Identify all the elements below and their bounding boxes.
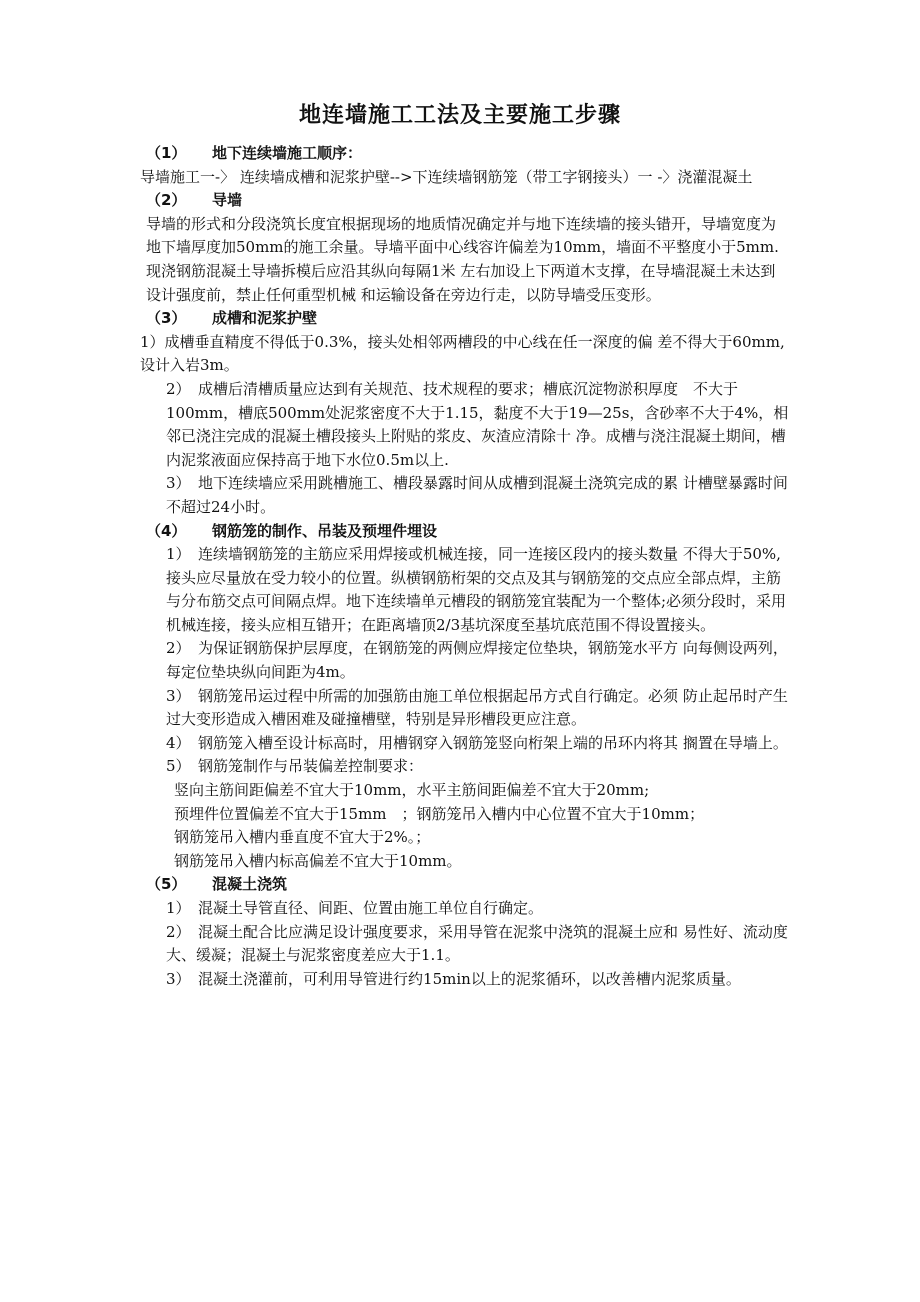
document-title: 地连墙施工工法及主要施工步骤	[298, 103, 621, 128]
section-number: （2）	[146, 191, 187, 210]
paragraph: 4） 钢筋笼入槽至设计标高时，用槽钢穿入钢筋笼竖向桁架上端的吊环内将其 搁置在导墙上。	[166, 733, 788, 752]
paragraph: 3） 地下连续墙应采用跳槽施工、槽段暴露时间从成槽到混凝土浇筑完成的累 计槽壁暴露时间不超过24小时。	[166, 474, 788, 516]
section-heading	[140, 189, 790, 213]
paragraph: 2） 为保证钢筋保护层厚度，在钢筋笼的两侧应焊接定位垫块，钢筋笼水平方 向每侧设两列，每定位垫块纵向间距为4m。	[166, 639, 788, 682]
paragraph: 3） 钢筋笼吊运过程中所需的加强筋由施工单位根据起吊方式自行确定。必须 防止起吊时产生过大变形造成入槽困难及碰撞槽壁，特别是异形槽段更应注意。	[166, 686, 788, 729]
paragraph: 2） 成槽后清槽质量应达到有关规范、技术规程的要求；槽底沉淀物淤积厚度 不大于100mm，槽底500mm处泥浆密度不大于1.15，黏度不大于19—25s，含砂率不大于4%，相邻已浇注完成的混凝土槽段接头上附贴的浆皮、灰渣应清除十 净。成槽与浇注混凝土期间，槽内泥浆液面应保持高于地下水位0.5m以上.	[166, 379, 789, 469]
section-number: （5）	[146, 875, 187, 894]
requirement-item: 钢筋笼吊入槽内垂直度不宜大于2%。；	[174, 828, 431, 847]
section-heading-text: 地下连续墙施工顺序：	[212, 144, 363, 162]
paragraph: 导墙施工一-〉 连续墙成槽和泥浆护壁-->下连续墙钢筋笼（带工字钢接头）一 -〉浇灌混凝土	[140, 167, 753, 186]
requirement-item: 预埋件位置偏差不宜大于15mm ；钢筋笼吊入槽内中心位置不宜大于10mm；	[174, 804, 705, 823]
requirement-item: 竖向主筋间距偏差不宜大于10mm，水平主筋间距偏差不宜大于20mm;	[174, 781, 650, 800]
paragraph: 5） 钢筋笼制作与吊装偏差控制要求：	[166, 757, 424, 776]
requirement-item: 钢筋笼吊入槽内标高偏差不宜大于10mm。	[174, 851, 462, 870]
section-heading-text: 导墙	[212, 191, 243, 210]
section-heading	[140, 873, 790, 897]
section-heading	[140, 307, 790, 331]
paragraph: 1）成槽垂直精度不得低于0.3%，接头处相邻两槽段的中心线在任一深度的偏 差不得大于60mm,设计入岩3m。	[140, 332, 785, 375]
section-heading-text: 钢筋笼的制作、吊装及预埋件埋设	[212, 521, 438, 540]
paragraph: 1） 连续墙钢筋笼的主筋应采用焊接或机械连接，同一连接区段内的接头数量 不得大于50%,接头应尽量放在受力较小的位置。纵横钢筋桁架的交点及其与钢筋笼的交点应全部点焊，主筋与分布筋交点可间隔点焊。地下连续墙单元槽段的钢筋笼宜装配为一个整体;必须分段时，采用机械连接，接头应相互错开；在距离墙顶2/3基坑深度至基坑底范围不得设置接头。	[166, 545, 787, 634]
section-heading	[140, 142, 790, 166]
section-number: （3）	[146, 309, 187, 328]
document-body	[140, 142, 790, 991]
section-heading-text: 混凝土浇筑	[212, 875, 288, 894]
paragraph: 3） 混凝土浇灌前，可利用导管进行约15min以上的泥浆循环，以改善槽内泥浆质量。	[166, 969, 741, 988]
section-number: （4）	[146, 521, 187, 540]
section-heading	[140, 520, 790, 544]
section-number: （1）	[146, 144, 187, 162]
section-heading-text: 成槽和泥浆护壁	[212, 309, 318, 328]
paragraph: 导墙的形式和分段浇筑长度宜根据现场的地质情况确定并与地下连续墙的接头错开，导墙宽度为地下墙厚度加50mm的施工余量。导墙平面中心线容许偏差为10mm，墙面不平整度小于5mm.现浇钢筋混凝土导墙拆模后应沿其纵向每隔1米 左右加设上下两道木支撑，在导墙混凝土未达到设计强度前，禁止任何重型机械 和运输设备在旁边行走，以防导墙受压变形。	[146, 214, 779, 304]
paragraph: 1） 混凝土导管直径、间距、位置由施工单位自行确定。	[166, 899, 544, 917]
paragraph: 2） 混凝土配合比应满足设计强度要求，采用导管在泥浆中浇筑的混凝土应和 易性好、流动度大、缓凝；混凝土与泥浆密度差应大于1.1。	[166, 922, 788, 965]
